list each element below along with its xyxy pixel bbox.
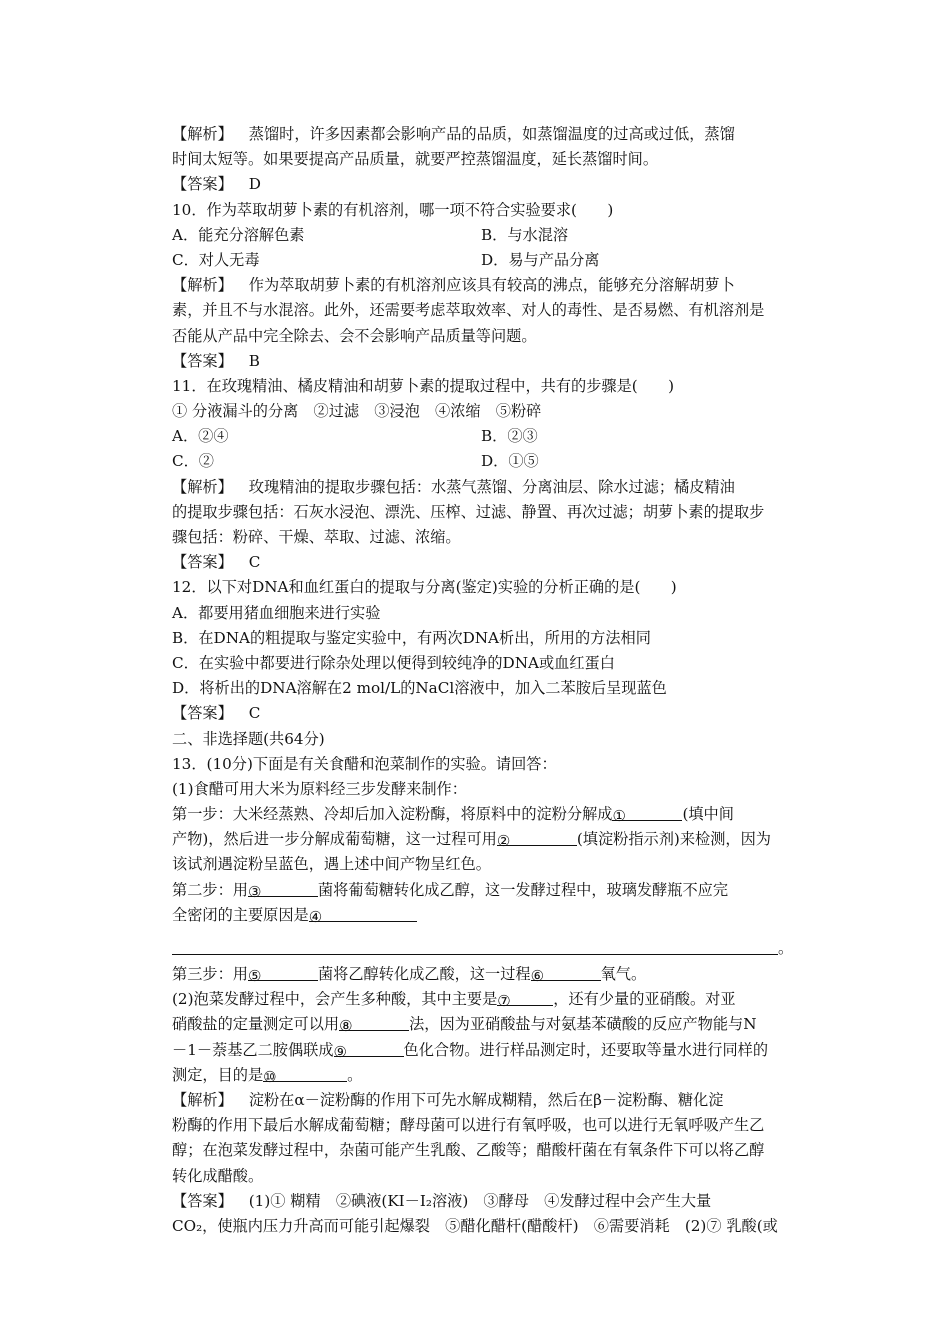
- blank-mark: ⑩: [263, 1067, 277, 1086]
- q13-step3: 第三步：用⑤ 菌将乙醇转化成乙酸，这一过程⑥ 氧气。: [172, 965, 647, 985]
- option-d: D．易与产品分离: [481, 250, 600, 269]
- answer-tag: 【答案】: [172, 553, 233, 572]
- analysis-tag: 【解析】: [172, 276, 233, 295]
- option-d: D．将析出的DNA溶解在2 mol/L的NaCl溶液中，加入二苯胺后呈现蓝色: [172, 679, 667, 698]
- q10-answer: [172, 349, 808, 374]
- q13-step2-line3: 。: [172, 928, 808, 962]
- q10-options-row-2: [172, 248, 808, 273]
- analysis-tag: 【解析】: [172, 125, 233, 143]
- q13-part1: (1)食醋可用大米为原料经三步发酵来制作：: [172, 779, 467, 798]
- analysis-text: 玫瑰精油的提取步骤包括：水蒸气蒸馏、分离油层、除水过滤；橘皮精油: [248, 477, 735, 496]
- q11-answer: [172, 550, 808, 575]
- q9-analysis-line: [172, 122, 808, 147]
- q13-answer-line: [172, 1189, 808, 1214]
- option-a: A．都要用猪血细胞来进行实验: [172, 603, 381, 622]
- answer-value: C: [248, 553, 261, 572]
- q10-stem: 10．作为萃取胡萝卜素的有机溶剂，哪一项不符合实验要求( ): [172, 200, 614, 219]
- option-b: B．与水混溶: [481, 225, 569, 244]
- q13-step1-line2: 产物)，然后进一步分解成葡萄糖，这一过程可用② (填淀粉指示剂)来检测，因为: [172, 830, 771, 851]
- option-a: A．能充分溶解色素: [172, 225, 305, 244]
- section-heading: 二、非选择题(共64分): [172, 729, 325, 748]
- q11-options-row-2: [172, 449, 808, 474]
- q12-answer: [172, 701, 808, 726]
- answer-tag: 【答案】: [172, 175, 233, 194]
- blank-2[interactable]: [496, 829, 577, 851]
- analysis-text: 蒸馏时，许多因素都会影响产品的品质，如蒸馏温度的过高或过低，蒸馏: [248, 125, 735, 143]
- q13-part2-line1: (2)泡菜发酵过程中，会产生多种酸，其中主要是⑦ ，还有少量的亚硝酸。对亚: [172, 990, 736, 1011]
- q13-step1-line1: 第一步：大米经蒸熟、冷却后加入淀粉酶，将原料中的淀粉分解成① (填中间: [172, 805, 734, 826]
- q13-analysis-line-2: 粉酶的作用下最后水解成葡萄糖；酵母菌可以进行有氧呼吸，也可以进行无氧呼吸产生乙: [172, 1116, 765, 1135]
- document-page: [172, 122, 808, 1239]
- q13-analysis-line-3: 醇；在泡菜发酵过程中，杂菌可能产生乳酸、乙酸等；醋酸杆菌在有氧条件下可以将乙醇: [172, 1141, 765, 1160]
- analysis-text: 作为萃取胡萝卜素的有机溶剂应该具有较高的沸点，能够充分溶解胡萝卜: [248, 276, 735, 295]
- q13-step2-line2: 全密闭的主要原因是④: [172, 903, 808, 928]
- answer-tag: 【答案】: [172, 351, 233, 370]
- option-c: C．对人无毒: [172, 250, 260, 269]
- blank-7[interactable]: [497, 989, 553, 1011]
- q12-stem: 12．以下对DNA和血红蛋白的提取与分离(鉴定)实验的分析正确的是( ): [172, 578, 677, 597]
- q10-analysis-line-2: 素，并且不与水混溶。此外，还需要考虑萃取效率、对人的毒性、是否易燃、有机溶剂是: [172, 301, 765, 320]
- option-a: A．②④: [172, 427, 229, 446]
- q13-step2-line1: 第二步：用③ 菌将葡萄糖转化成乙醇，这一发酵过程中，玻璃发酵瓶不应完: [172, 880, 728, 901]
- option-c: C．在实验中都要进行除杂处理以便得到较纯净的DNA或血红蛋白: [172, 653, 615, 672]
- blank-4-continued[interactable]: [172, 938, 778, 955]
- analysis-tag: 【解析】: [172, 477, 233, 496]
- blank-mark: ①: [612, 807, 627, 826]
- q10-analysis-line: [172, 273, 808, 298]
- q13-part2-line2: 硝酸盐的定量测定可以用⑧ 法，因为亚硝酸盐与对氨基苯磺酸的反应产物能与N: [172, 1015, 757, 1036]
- q9-analysis-line-2: 时间太短等。如果要提高产品质量，就要严控蒸馏温度，延长蒸馏时间。: [172, 150, 658, 169]
- q11-analysis-line-2: 的提取步骤包括：石灰水浸泡、漂洗、压榨、过滤、静置、再次过滤；胡萝卜素的提取步: [172, 502, 765, 521]
- option-b: B．在DNA的粗提取与鉴定实验中，有两次DNA析出，所用的方法相同: [172, 628, 651, 647]
- q13-analysis-line-4: 转化成醋酸。: [172, 1166, 264, 1185]
- blank-9[interactable]: [333, 1040, 404, 1061]
- answer-value: B: [248, 351, 260, 370]
- q13-analysis-line: [172, 1088, 808, 1113]
- answer-value: C: [248, 704, 261, 723]
- blank-mark: ②: [496, 832, 511, 851]
- blank-5[interactable]: [247, 964, 318, 985]
- q13-answer-line-2: CO₂，使瓶内压力升高而可能引起爆裂 ⑤醋化醋杆(醋酸杆) ⑥需要消耗 (2)⑦ 乳酸(或: [172, 1216, 778, 1235]
- blank-6[interactable]: [530, 964, 601, 985]
- q11-analysis-line: [172, 475, 808, 500]
- blank-mark: ⑧: [339, 1017, 353, 1036]
- q10-options-row-1: [172, 223, 808, 248]
- answer-text: (1)① 糊精 ②碘液(KI－I₂溶液) ③酵母 ④发酵过程中会产生大量: [248, 1191, 712, 1210]
- blank-8[interactable]: [339, 1014, 409, 1036]
- q13-part2-line4: 测定，目的是⑩ 。: [172, 1065, 363, 1086]
- analysis-tag: 【解析】: [172, 1090, 233, 1109]
- blank-mark: ⑨: [333, 1042, 348, 1061]
- q11-analysis-line-3: 骤包括：粉碎、干燥、萃取、过滤、浓缩。: [172, 528, 461, 546]
- option-c: C．②: [172, 452, 214, 471]
- answer-tag: 【答案】: [172, 1191, 233, 1210]
- q11-options-row-1: [172, 424, 808, 449]
- blank-mark: ⑤: [247, 967, 262, 985]
- q13-part2-line3: －1－萘基乙二胺偶联成⑨ 色化合物。进行样品测定时，还要取等量水进行同样的: [172, 1040, 769, 1061]
- answer-tag: 【答案】: [172, 704, 233, 723]
- blank-mark: ④: [308, 907, 323, 926]
- q13-stem: 13．(10分)下面是有关食醋和泡菜制作的实验。请回答：: [172, 754, 557, 773]
- blank-4[interactable]: [308, 905, 417, 926]
- blank-mark: ⑦: [497, 992, 511, 1011]
- blank-3[interactable]: [247, 880, 318, 901]
- blank-1[interactable]: [612, 804, 682, 826]
- option-b: B．②③: [481, 427, 538, 446]
- answer-value: D: [248, 175, 261, 194]
- blank-10[interactable]: [263, 1065, 347, 1086]
- q10-analysis-line-3: 否能从产品中完全除去、会不会影响产品质量等问题。: [172, 326, 537, 345]
- blank-mark: ③: [247, 882, 262, 901]
- q11-stem: 11．在玫瑰精油、橘皮精油和胡萝卜素的提取过程中，共有的步骤是( ): [172, 376, 674, 395]
- q13-step1-line3: 该试剂遇淀粉呈蓝色，遇上述中间产物呈红色。: [172, 855, 491, 874]
- q9-answer: [172, 172, 808, 197]
- option-d: D．①⑤: [481, 452, 539, 471]
- q11-steps: ① 分液漏斗的分离 ②过滤 ③浸泡 ④浓缩 ⑤粉碎: [172, 402, 542, 421]
- analysis-text: 淀粉在α－淀粉酶的作用下可先水解成糊精，然后在β－淀粉酶、糖化淀: [248, 1090, 724, 1109]
- blank-mark: ⑥: [530, 967, 545, 985]
